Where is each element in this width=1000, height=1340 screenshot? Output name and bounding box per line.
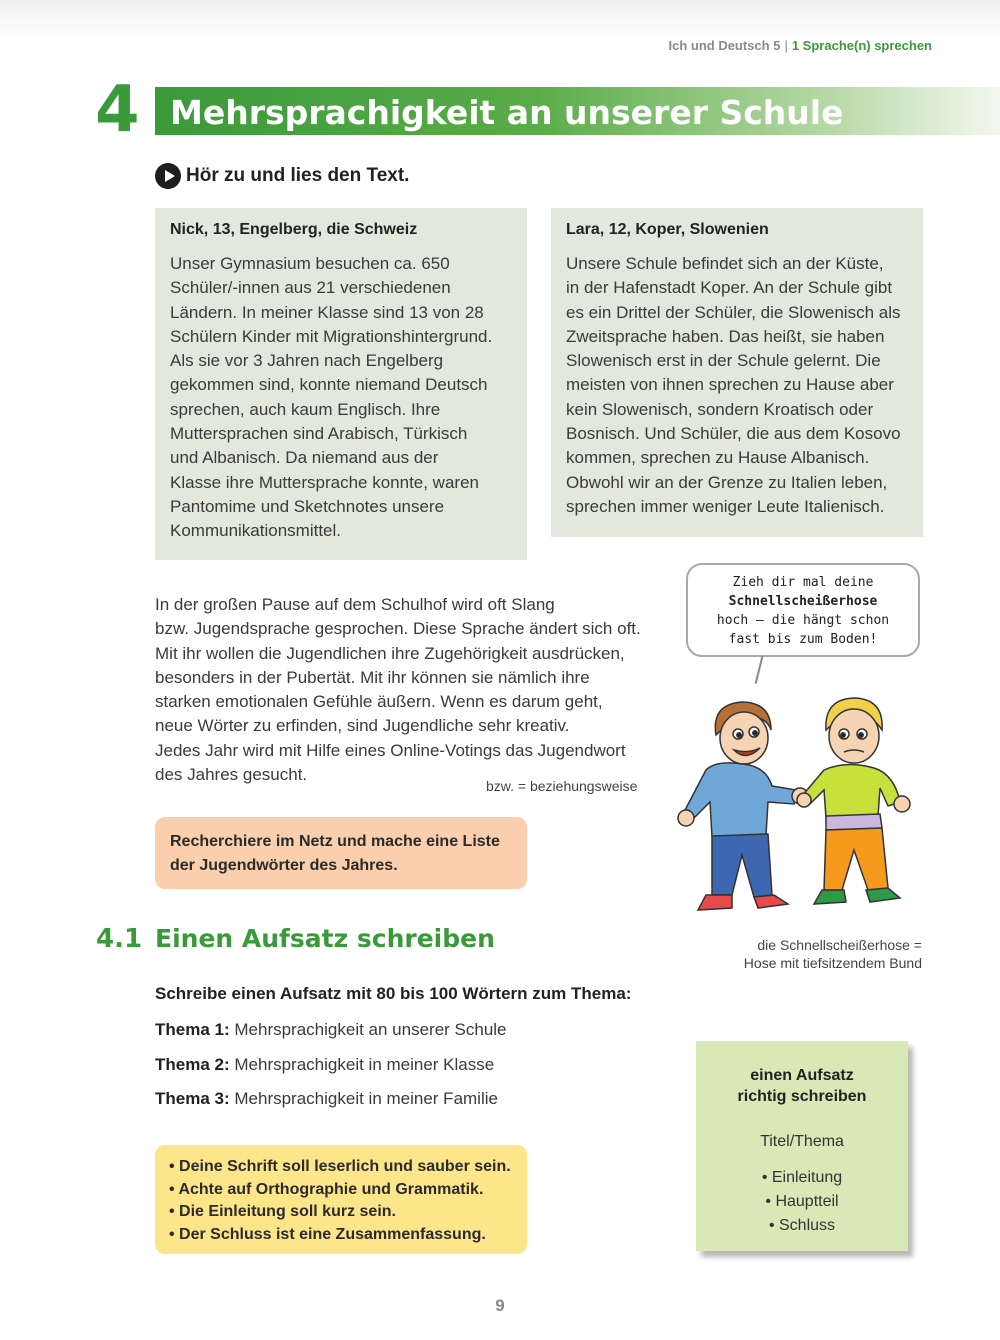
header-separator: | xyxy=(784,38,788,53)
subsection-number: 4.1 xyxy=(96,924,143,954)
sticky-list-item: • Schluss xyxy=(768,1217,836,1234)
abbreviation-note: bzw. = beziehungsweise xyxy=(486,778,638,794)
section-number: 4 xyxy=(95,73,140,147)
text-line: gekommen sind, konnte niemand Deutsch xyxy=(170,375,488,395)
research-task-box xyxy=(155,817,527,889)
theme-text: Mehrsprachigkeit in meiner Familie xyxy=(234,1089,498,1108)
task-line: der Jugendwörter des Jahres. xyxy=(170,857,398,874)
text-line: es ein Drittel der Schüler, die Slowenisch als xyxy=(566,302,901,322)
chapter-title: 1 Sprache(n) sprechen xyxy=(791,38,932,53)
section-title-bar xyxy=(155,87,1000,135)
text-line: Slowenisch erst in der Schule gelernt. Die xyxy=(566,351,881,371)
paragraph-line: des Jahres gesucht. xyxy=(155,765,308,785)
writing-tips-box xyxy=(155,1145,527,1254)
text-line: sprechen immer weniger Leute Italienisch. xyxy=(566,496,885,516)
text-line: Schülern Kinder mit Migrationshintergrund. xyxy=(170,326,493,346)
sticky-note xyxy=(696,1041,908,1251)
text-line: sprechen, auch kaum Englisch. Ihre xyxy=(170,399,441,419)
bubble-line: hoch – die hängt schon xyxy=(716,613,890,628)
text-line: kein Slowenisch, sondern Kroatisch oder xyxy=(566,399,874,419)
text-body xyxy=(170,252,512,544)
paragraph-line: In der großen Pause auf dem Schulhof wird oft Slang xyxy=(155,595,555,614)
speech-bubble xyxy=(686,563,920,657)
paragraph-line: Jedes Jahr wird mit Hilfe eines Online-Votings das Jugendwort xyxy=(155,740,626,760)
paragraph-line: neue Wörter zu erfinden, sind Jugendliche sehr kreativ. xyxy=(155,716,570,736)
theme-item xyxy=(155,1089,498,1109)
sticky-list-item: • Einleitung xyxy=(761,1169,843,1186)
bubble-line: Zieh dir mal deine xyxy=(732,575,874,590)
caption-line: Hose mit tiefsitzendem Bund xyxy=(743,955,922,971)
text-author: Lara, 12, Koper, Slowenien xyxy=(566,221,769,238)
bubble-line: fast bis zum Boden! xyxy=(728,632,878,647)
text-line: kommen, sprechen zu Hause Albanisch. xyxy=(566,448,870,468)
text-line: Obwohl wir an der Grenze zu Italien leben, xyxy=(566,472,888,492)
text-line: Zweitsprache haben. Das heißt, sie haben xyxy=(566,326,885,346)
listen-instruction-text: Hör zu und lies den Text. xyxy=(186,165,410,186)
play-icon[interactable] xyxy=(155,163,181,189)
section-title: Mehrsprachigkeit an unserer Schule xyxy=(170,93,844,132)
text-line: Kommunikationsmittel. xyxy=(170,521,342,541)
text-line: Unser Gymnasium besuchen ca. 650 xyxy=(170,254,450,273)
sticky-subtitle: Titel/Thema xyxy=(760,1133,844,1150)
essay-instruction: Schreibe einen Aufsatz mit 80 bis 100 Wörtern zum Thema: xyxy=(155,984,632,1003)
cartoon-caption xyxy=(744,936,922,972)
text-line: Pantomime und Sketchnotes unsere xyxy=(170,496,445,516)
sticky-list-item: • Hauptteil xyxy=(765,1193,839,1210)
theme-text: Mehrsprachigkeit an unserer Schule xyxy=(234,1020,507,1039)
tip-item: • Die Einleitung soll kurz sein. xyxy=(169,1203,396,1220)
subsection-title: Einen Aufsatz schreiben xyxy=(155,924,495,953)
text-line: Klasse ihre Muttersprache konnte, waren xyxy=(170,472,479,492)
sticky-list xyxy=(696,1166,908,1238)
tip-item: • Deine Schrift soll leserlich und sauber sein. xyxy=(169,1158,511,1175)
two-boys-illustration xyxy=(676,690,916,922)
text-line: meisten von ihnen sprechen zu Hause aber xyxy=(566,375,894,395)
text-line: und Albanisch. Da niemand aus der xyxy=(170,448,439,468)
text-line: Als sie vor 3 Jahren nach Engelberg xyxy=(170,351,444,371)
tip-item: • Der Schluss ist eine Zusammenfassung. xyxy=(169,1225,486,1243)
bubble-line-bold: Schnellscheißerhose xyxy=(728,594,878,609)
text-line: Unsere Schule befindet sich an der Küste, xyxy=(566,254,884,273)
text-line: Bosnisch. Und Schüler, die aus dem Kosovo xyxy=(566,424,901,444)
theme-label: Thema 1: xyxy=(155,1020,230,1039)
paragraph-line: Mit ihr wollen die Jugendlichen ihre Zugehörigkeit ausdrücken, xyxy=(155,643,625,663)
sticky-title-line: richtig schreiben xyxy=(737,1088,867,1105)
running-head xyxy=(668,38,932,53)
page-number: 9 xyxy=(495,1296,505,1315)
text-line: in der Hafenstadt Koper. An der Schule gibt xyxy=(566,278,893,298)
speech-bubble-tail xyxy=(755,656,764,684)
sticky-title xyxy=(696,1065,908,1107)
text-body xyxy=(566,252,908,519)
paragraph-line: starken emotionalen Gefühle äußern. Wenn es darum geht, xyxy=(155,692,603,712)
top-band xyxy=(0,0,1000,40)
text-line: Ländern. In meiner Klasse sind 13 von 28 xyxy=(170,302,484,322)
boy-right xyxy=(797,698,910,904)
book-title: Ich und Deutsch 5 xyxy=(668,38,781,53)
task-line: Recherchiere im Netz und mache eine Liste xyxy=(170,833,500,850)
boy-left xyxy=(678,702,808,910)
slang-paragraph xyxy=(155,593,665,787)
theme-text: Mehrsprachigkeit in meiner Klasse xyxy=(234,1055,495,1074)
sticky-title-line: einen Aufsatz xyxy=(750,1067,854,1084)
caption-line: die Schnellscheißerhose = xyxy=(757,937,922,953)
theme-label: Thema 2: xyxy=(155,1055,230,1074)
text-line: Muttersprachen sind Arabisch, Türkisch xyxy=(170,424,468,444)
text-line: Schüler/-innen aus 21 verschiedenen xyxy=(170,278,451,298)
theme-item xyxy=(155,1020,507,1040)
listen-instruction xyxy=(155,163,409,189)
theme-item xyxy=(155,1055,494,1075)
paragraph-line: bzw. Jugendsprache gesprochen. Diese Sprache ändert sich oft. xyxy=(155,619,641,639)
theme-label: Thema 3: xyxy=(155,1089,230,1108)
tip-item: • Achte auf Orthographie und Grammatik. xyxy=(169,1180,484,1198)
text-box-lara xyxy=(551,208,923,537)
text-author: Nick, 13, Engelberg, die Schweiz xyxy=(170,221,418,238)
text-box-nick xyxy=(155,208,527,560)
paragraph-line: besonders in der Pubertät. Mit ihr können sie nämlich ihre xyxy=(155,667,590,687)
